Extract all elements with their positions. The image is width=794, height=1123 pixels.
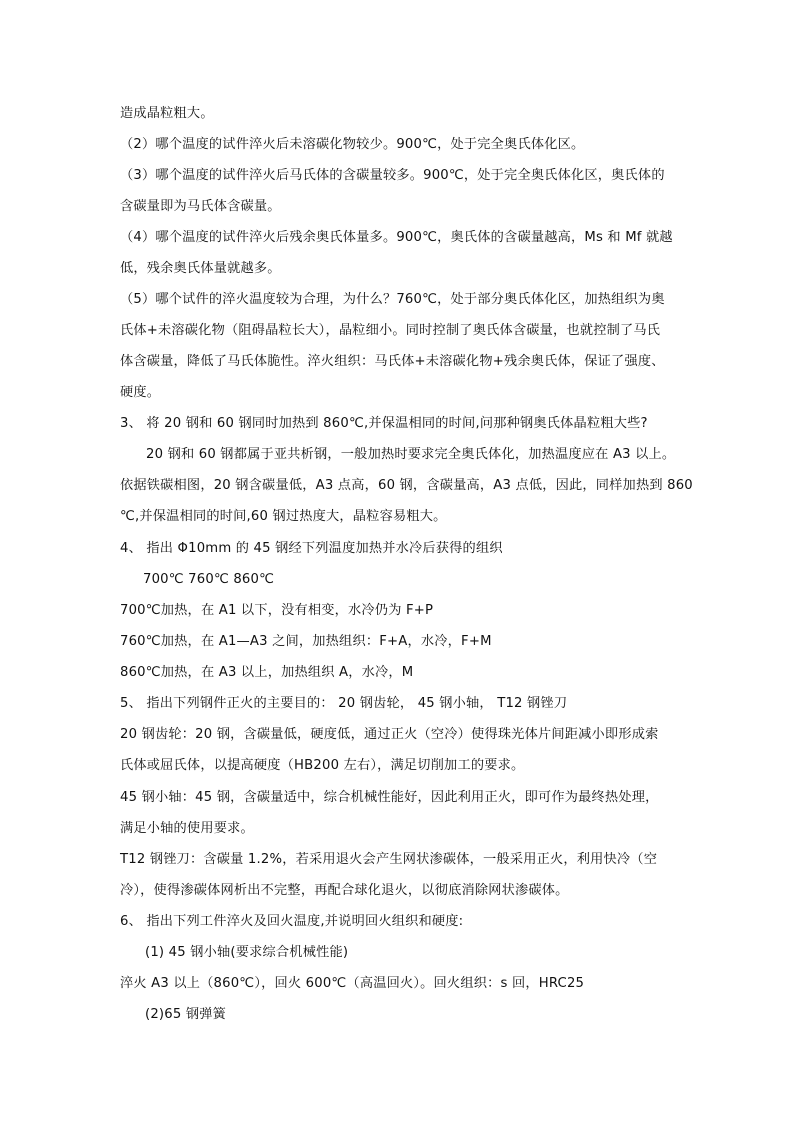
text-line: （5）哪个试件的淬火温度较为合理，为什么？760℃，处于部分奥氏体化区，加热组织为奥: [120, 292, 665, 307]
text-line: 20 钢和 60 钢都属于亚共析钢，一般加热时要求完全奥氏体化，加热温度应在 A3 以上。: [146, 447, 676, 462]
text-line: (1) 45 钢小轴(要求综合机械性能): [145, 945, 349, 960]
text-line: 760℃加热，在 A1—A3 之间，加热组织：F+A，水冷，F+M: [120, 634, 492, 649]
text-line: （3）哪个温度的试件淬火后马氏体的含碳量较多。900℃，处于完全奥氏体化区，奥氏体的: [120, 168, 665, 183]
question-heading: 4、 指出 Φ10mm 的 45 钢经下列温度加热并水冷后获得的组织: [120, 541, 503, 556]
text-line: （4）哪个温度的试件淬火后残余奥氏体量多。900℃，奥氏体的含碳量越高，Ms 和 Mf 就越: [120, 230, 673, 245]
text-line: 含碳量即为马氏体含碳量。: [120, 199, 281, 214]
question-heading: 5、 指出下列钢件正火的主要目的： 20 钢齿轮， 45 钢小轴， T12 钢锉刀: [120, 696, 568, 711]
text-line: 860℃加热，在 A3 以上，加热组织 A，水冷，M: [120, 665, 414, 680]
text-line: 依据铁碳相图，20 钢含碳量低，A3 点高，60 钢，含碳量高，A3 点低，因此，同样加热到 860: [120, 478, 693, 493]
text-line: 氏体+未溶碳化物（阻碍晶粒长大），晶粒细小。同时控制了奥氏体含碳量，也就控制了马氏: [120, 323, 661, 338]
text-line: 700℃ 760℃ 860℃: [143, 572, 275, 587]
text-line: T12 钢锉刀：含碳量 1.2%，若采用退火会产生网状渗碳体，一般采用正火，利用快冷（空: [120, 852, 658, 867]
text-line: 20 钢齿轮：20 钢，含碳量低，硬度低，通过正火（空冷）使得珠光体片间距减小即形成索: [120, 727, 659, 742]
text-line: 45 钢小轴：45 钢，含碳量适中，综合机械性能好，因此利用正火，即可作为最终热处理，: [120, 790, 659, 805]
text-line: 体含碳量，降低了马氏体脆性。淬火组织：马氏体+未溶碳化物+残余奥氏体，保证了强度、: [120, 354, 665, 369]
text-line: 冷），使得渗碳体网析出不完整，再配合球化退火，以彻底消除网状渗碳体。: [120, 883, 569, 898]
text-line: 700℃加热，在 A1 以下，没有相变，水冷仍为 F+P: [120, 603, 434, 618]
text-line: ℃,并保温相同的时间,60 钢过热度大，晶粒容易粗大。: [120, 509, 447, 524]
text-line: (2)65 钢弹簧: [145, 1007, 227, 1022]
question-heading: 3、 将 20 钢和 60 钢同时加热到 860℃,并保温相同的时间,问那种钢奥氏体晶粒粗大些?: [120, 416, 648, 431]
text-line: 低，残余奥氏体量就越多。: [120, 261, 281, 276]
text-line: 造成晶粒粗大。: [120, 106, 214, 121]
text-line: 氏体或屈氏体，以提高硬度（HB200 左右），满足切削加工的要求。: [120, 758, 525, 773]
text-line: 淬火 A3 以上（860℃），回火 600℃（高温回火）。回火组织：s 回，HRC25: [120, 976, 585, 991]
text-line: 硬度。: [120, 385, 161, 400]
question-heading: 6、 指出下列工件淬火及回火温度,并说明回火组织和硬度:: [120, 914, 464, 929]
text-line: （2）哪个温度的试件淬火后未溶碳化物较少。900℃，处于完全奥氏体化区。: [120, 137, 585, 152]
text-line: 满足小轴的使用要求。: [120, 821, 254, 836]
